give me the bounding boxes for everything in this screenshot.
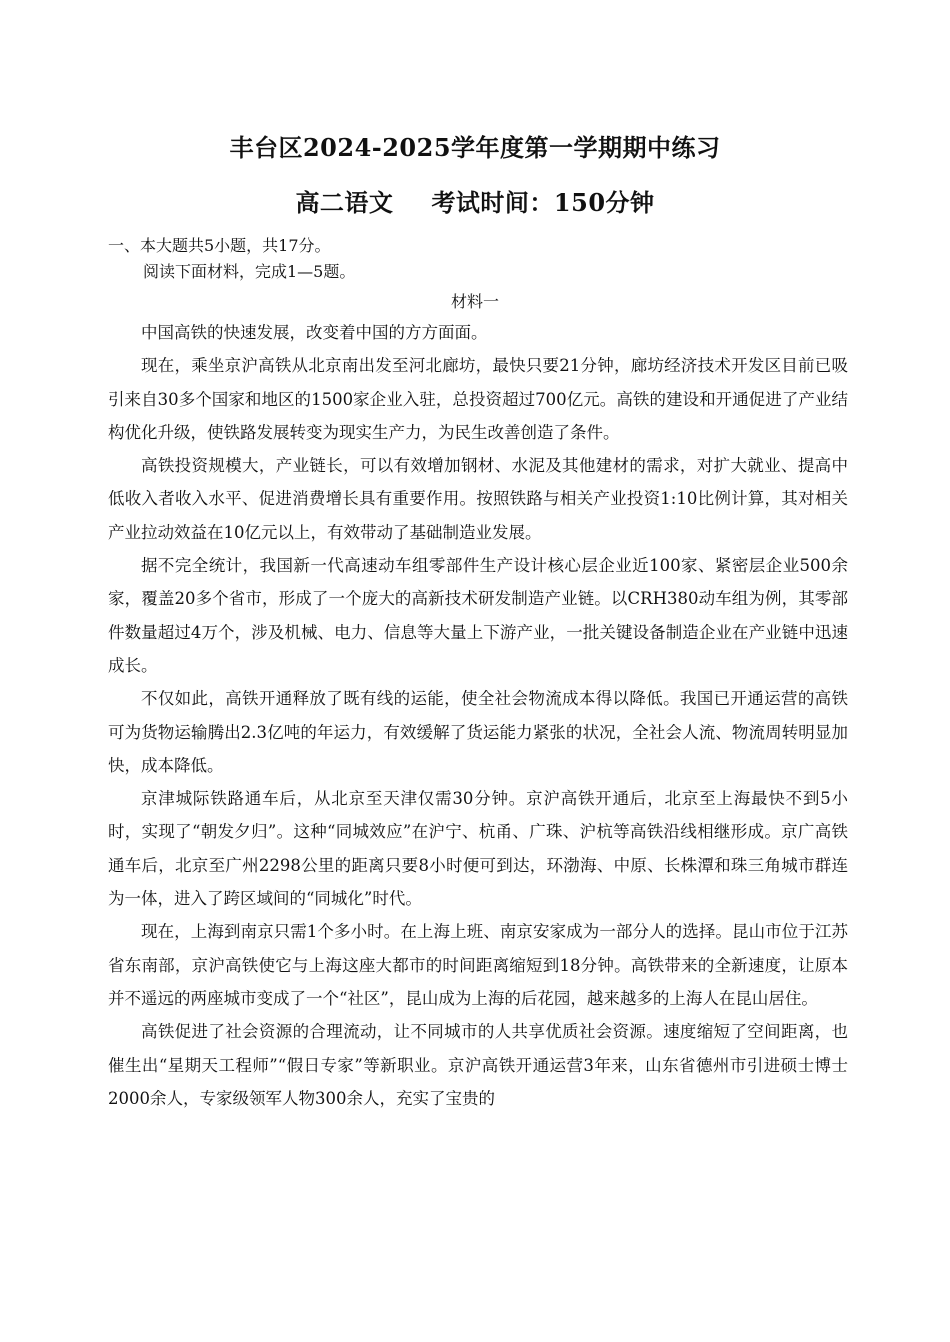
- exam-subtitle: [0, 183, 950, 218]
- paragraph: 据不完全统计，我国新一代高速动车组零部件生产设计核心层企业近100家、紧密层企业500余家，覆盖20多个省市，形成了一个庞大的高新技术研发制造产业链。以CRH380动车组为例，其零部件数量超过4万个，涉及机械、电力、信息等大量上下游产业，一批关键设备制造企业在产业链中迅速成长。: [108, 556, 848, 675]
- paragraph: 高铁投资规模大，产业链长，可以有效增加钢材、水泥及其他建材的需求，对扩大就业、提高中低收入者收入水平、促进消费增长具有重要作用。按照铁路与相关产业投资1:10比例计算，其对相关产业拉动效益在10亿元以上，有效带动了基础制造业发展。: [108, 456, 848, 542]
- paragraph: 现在，上海到南京只需1个多小时。在上海上班、南京安家成为一部分人的选择。昆山市位于江苏省东南部，京沪高铁使它与上海这座大都市的时间距离缩短到18分钟。高铁带来的全新速度，让原本并不遥远的两座城市变成了一个“社区”，昆山成为上海的后花园，越来越多的上海人在昆山居住。: [108, 922, 848, 1008]
- reading-instruction: 阅读下面材料，完成1—5题。: [143, 262, 356, 281]
- exam-time-label: 考试时间：150分钟: [431, 188, 655, 217]
- paragraph: 中国高铁的快速发展，改变着中国的方方面面。: [141, 323, 488, 342]
- paragraph: 高铁促进了社会资源的合理流动，让不同城市的人共享优质社会资源。速度缩短了空间距离，也催生出“星期天工程师”“假日专家”等新职业。京沪高铁开通运营3年来，山东省德州市引进硕士博士2000余人，专家级领军人物300余人，充实了宝贵的: [108, 1022, 848, 1108]
- section-heading: 一、本大题共5小题，共17分。: [108, 236, 331, 255]
- paragraph: 京津城际铁路通车后，从北京至天津仅需30分钟。京沪高铁开通后，北京至上海最快不到5小时，实现了“朝发夕归”。这种“同城效应”在沪宁、杭甬、广珠、沪杭等高铁沿线相继形成。京广高铁通车后，北京至广州2298公里的距离只要8小时便可到达，环渤海、中原、长株潭和珠三角城市群连为一体，进入了跨区域间的“同城化”时代。: [108, 789, 848, 909]
- paragraph: 现在，乘坐京沪高铁从北京南出发至河北廊坊，最快只要21分钟，廊坊经济技术开发区目前已吸引来自30多个国家和地区的1500家企业入驻，总投资超过700亿元。高铁的建设和开通促进了产业结构优化升级，使铁路发展转变为现实生产力，为民生改善创造了条件。: [108, 356, 848, 442]
- document-title: 丰台区2024-2025学年度第一学期期中练习: [229, 133, 721, 162]
- passage-body: [108, 316, 848, 1115]
- material-label: 材料一: [450, 292, 499, 311]
- paragraph: 不仅如此，高铁开通释放了既有线的运能，使全社会物流成本得以降低。我国已开通运营的高铁可为货物运输腾出2.3亿吨的年运力，有效缓解了货运能力紧张的状况，全社会人流、物流周转明显加快，成本降低。: [108, 689, 848, 775]
- subject-label: 高二语文: [295, 188, 394, 217]
